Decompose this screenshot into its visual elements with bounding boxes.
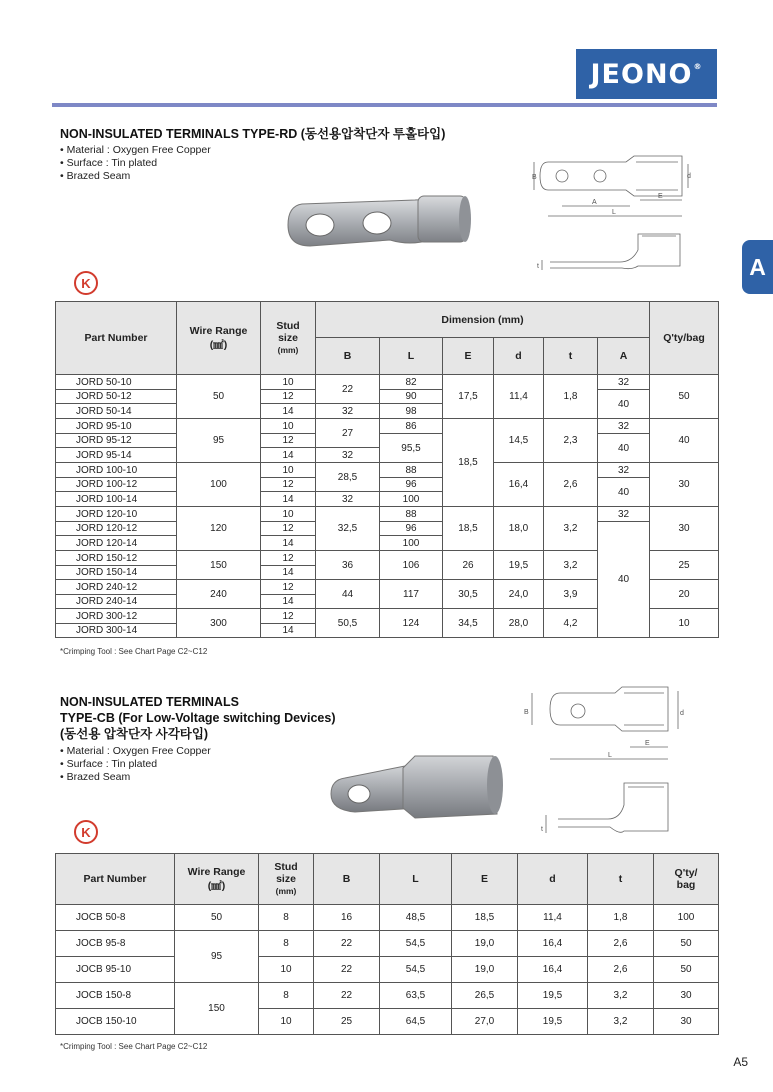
part-number-cell: JOCB 150-10 (56, 1009, 175, 1035)
dim-label-b: B (532, 174, 537, 181)
header-text: (㎟) (207, 879, 226, 892)
section2-title-line3: (동선용 압착단자 사각타입) (60, 727, 209, 741)
header-l: L (380, 338, 443, 375)
header-t: t (544, 338, 598, 375)
header-qty-bag (654, 854, 719, 905)
part-number-cell: JOCB 95-8 (56, 931, 175, 957)
bullet-seam: • Brazed Seam (60, 771, 211, 784)
table-cell: 100 (654, 905, 719, 931)
header-b: B (316, 338, 380, 375)
table-cell: 3,2 (544, 551, 598, 580)
table-cell: 95 (175, 931, 259, 983)
header-b: B (314, 854, 380, 905)
crimping-tool-note: *Crimping Tool : See Chart Page C2~C12 (60, 1042, 208, 1051)
header-text: size (276, 873, 296, 885)
table-cell: 10 (259, 1009, 314, 1035)
header-text: Q'ty/ (674, 867, 698, 879)
table-cell: 22 (314, 983, 380, 1009)
table-cell: 40 (598, 390, 650, 419)
registered-mark: ® (693, 61, 703, 71)
table-row (56, 463, 719, 478)
bullet-material: • Material : Oxygen Free Copper (60, 745, 211, 758)
table-cell: 63,5 (380, 983, 452, 1009)
table-cell: 32 (316, 404, 380, 419)
section2-bullets (60, 745, 211, 784)
part-number-cell: JORD 240-12 (56, 580, 177, 595)
table-cell: 3,2 (544, 507, 598, 551)
table-cell: 14 (261, 566, 316, 580)
table-cell: 124 (380, 609, 443, 638)
dim-label-l: L (612, 209, 616, 216)
table-cell: 14 (261, 404, 316, 419)
header-stud-size (261, 302, 316, 375)
header-wire-range (175, 854, 259, 905)
part-number-cell: JORD 300-12 (56, 609, 177, 624)
table-cell: 48,5 (380, 905, 452, 931)
header-rule (52, 103, 717, 107)
table-row (56, 478, 719, 492)
section2-title-line1: NON-INSULATED TERMINALS (60, 695, 239, 709)
table-row (56, 375, 719, 390)
table-cell: 20 (650, 580, 719, 609)
table-cell: 12 (261, 551, 316, 566)
table-cell: 19,5 (518, 983, 588, 1009)
part-number-cell: JORD 100-10 (56, 463, 177, 478)
table-cell: 26,5 (452, 983, 518, 1009)
table-cell: 32,5 (316, 507, 380, 551)
section1-title: NON-INSULATED TERMINALS TYPE-RD (동선용압착단자 투홀타입) (60, 127, 446, 141)
cb-terminal-photo (325, 748, 510, 828)
table-cell: 95,5 (380, 434, 443, 463)
part-number-cell: JORD 120-14 (56, 536, 177, 551)
table-cell: 50 (175, 905, 259, 931)
table-row (56, 957, 719, 983)
part-number-cell: JORD 95-14 (56, 448, 177, 463)
table-cell: 14 (261, 536, 316, 551)
table-cell: 11,4 (518, 905, 588, 931)
table-cell: 2,6 (588, 931, 654, 957)
bullet-seam: • Brazed Seam (60, 170, 211, 183)
table-cell: 30,5 (443, 580, 494, 609)
table-cell: 120 (177, 507, 261, 551)
table-cell: 25 (650, 551, 719, 580)
header-wire-range (177, 302, 261, 375)
header-part-number: Part Number (56, 854, 175, 905)
table-cell: 88 (380, 507, 443, 522)
table-cell: 150 (177, 551, 261, 580)
table-cell: 19,5 (494, 551, 544, 580)
section-tab[interactable]: A (742, 240, 773, 294)
table-cell: 300 (177, 609, 261, 638)
table-cell: 12 (261, 434, 316, 448)
table-cell: 40 (598, 434, 650, 463)
table-cell: 100 (177, 463, 261, 507)
table-cell: 14 (261, 595, 316, 609)
crimping-tool-note: *Crimping Tool : See Chart Page C2~C12 (60, 647, 208, 656)
table-cell: 3,2 (588, 983, 654, 1009)
table-cell: 3,2 (588, 1009, 654, 1035)
table-cell: 32 (598, 463, 650, 478)
table-cell: 50 (177, 375, 261, 419)
table-cell: 22 (314, 931, 380, 957)
table-cell: 50 (650, 375, 719, 419)
part-number-cell: JORD 300-14 (56, 624, 177, 638)
header-a: A (598, 338, 650, 375)
table-cell: 14 (261, 448, 316, 463)
table-cell: 54,5 (380, 931, 452, 957)
table-cell: 240 (177, 580, 261, 609)
table-cell: 100 (380, 492, 443, 507)
dim-label-d: d (687, 173, 691, 180)
table-cell: 18,5 (452, 905, 518, 931)
table-cell: 30 (654, 1009, 719, 1035)
header-part-number: Part Number (56, 302, 177, 375)
table-cell: 98 (380, 404, 443, 419)
table-cell: 18,5 (443, 419, 494, 507)
part-number-cell: JORD 240-14 (56, 595, 177, 609)
table-cell: 10 (261, 463, 316, 478)
header-text: (mm) (277, 345, 299, 355)
part-number-cell: JOCB 150-8 (56, 983, 175, 1009)
dim-label-t: t (541, 826, 543, 833)
part-number-cell: JORD 95-10 (56, 419, 177, 434)
table-cell: 95 (177, 419, 261, 463)
table-cell: 30 (654, 983, 719, 1009)
brand-logo (576, 49, 717, 99)
part-number-cell: JORD 120-10 (56, 507, 177, 522)
header-text: (㎟) (209, 338, 228, 351)
table-cell: 2,6 (588, 957, 654, 983)
table-cell: 86 (380, 419, 443, 434)
bullet-surface: • Surface : Tin plated (60, 758, 211, 771)
table-cell: 40 (598, 478, 650, 507)
table-cell: 50 (654, 957, 719, 983)
part-number-cell: JORD 100-14 (56, 492, 177, 507)
table-cell: 28,5 (316, 463, 380, 492)
table-cell: 22 (314, 957, 380, 983)
table-row (56, 507, 719, 522)
table-row (56, 931, 719, 957)
table-cell: 24,0 (494, 580, 544, 609)
table-cell: 17,5 (443, 375, 494, 419)
brand-name: JEONO (590, 58, 693, 90)
table-cell: 34,5 (443, 609, 494, 638)
table-cell: 30 (650, 507, 719, 551)
table-cell: 10 (259, 957, 314, 983)
table-cell: 30 (650, 463, 719, 507)
table-cell: 16,4 (494, 463, 544, 507)
table-cell: 64,5 (380, 1009, 452, 1035)
k-certification-icon: K (74, 271, 98, 295)
table-cell: 88 (380, 463, 443, 478)
part-number-cell: JORD 50-14 (56, 404, 177, 419)
k-certification-icon: K (74, 820, 98, 844)
table-cell: 4,2 (544, 609, 598, 638)
table-cell: 1,8 (588, 905, 654, 931)
table-cell: 12 (261, 390, 316, 404)
part-number-cell: JORD 150-14 (56, 566, 177, 580)
table-cell: 54,5 (380, 957, 452, 983)
table-cell: 96 (380, 478, 443, 492)
table-cell: 19,0 (452, 957, 518, 983)
table-cell: 12 (261, 609, 316, 624)
table-cell: 32 (316, 448, 380, 463)
table-cell: 36 (316, 551, 380, 580)
dim-label-e: E (658, 193, 663, 200)
dim-label-l: L (608, 752, 612, 759)
section2-title (60, 694, 336, 742)
table-cell: 16,4 (518, 957, 588, 983)
page-number: A5 (733, 1055, 748, 1069)
part-number-cell: JORD 150-12 (56, 551, 177, 566)
table-cell: 8 (259, 931, 314, 957)
table-cell: 27 (316, 419, 380, 448)
dim-label-t: t (537, 263, 539, 270)
header-text: size (278, 332, 298, 344)
table-cell: 11,4 (494, 375, 544, 419)
header-text: Wire Range (187, 865, 246, 878)
table-cell: 26 (443, 551, 494, 580)
rd-terminal-photo (280, 190, 480, 260)
dim-label-a: A (592, 199, 597, 206)
header-d: d (518, 854, 588, 905)
table-cell: 40 (650, 419, 719, 463)
table-cell: 32 (598, 375, 650, 390)
header-e: E (443, 338, 494, 375)
rd-spec-table (55, 301, 719, 638)
part-number-cell: JORD 50-10 (56, 375, 177, 390)
table-cell: 19,5 (518, 1009, 588, 1035)
dim-label-e: E (645, 740, 650, 747)
table-cell: 50,5 (316, 609, 380, 638)
dim-label-d: d (680, 710, 684, 717)
header-dimension: Dimension (mm) (316, 302, 650, 338)
part-number-cell: JORD 50-12 (56, 390, 177, 404)
table-row (56, 434, 719, 448)
section2-title-line2: TYPE-CB (For Low-Voltage switching Devices) (60, 711, 336, 725)
part-number-cell: JOCB 95-10 (56, 957, 175, 983)
rd-dimension-drawing (530, 148, 695, 278)
header-text: Stud (274, 861, 298, 873)
table-row (56, 419, 719, 434)
table-cell: 32 (316, 492, 380, 507)
part-number-cell: JOCB 50-8 (56, 905, 175, 931)
header-text: bag (676, 879, 696, 891)
table-cell: 50 (654, 931, 719, 957)
table-cell: 14 (261, 492, 316, 507)
table-cell: 117 (380, 580, 443, 609)
table-cell: 1,8 (544, 375, 598, 419)
table-cell: 16 (314, 905, 380, 931)
table-cell: 12 (261, 478, 316, 492)
table-cell: 8 (259, 983, 314, 1009)
table-cell: 100 (380, 536, 443, 551)
table-cell: 27,0 (452, 1009, 518, 1035)
table-cell: 10 (650, 609, 719, 638)
table-row (56, 390, 719, 404)
dim-label-b: B (524, 709, 529, 716)
header-l: L (380, 854, 452, 905)
header-text: Wire Range (189, 324, 248, 337)
header-qty-bag: Q'ty/bag (650, 302, 719, 375)
table-row (56, 1009, 719, 1035)
part-number-cell: JORD 120-12 (56, 522, 177, 536)
header-text: Stud (276, 320, 300, 332)
table-cell: 28,0 (494, 609, 544, 638)
table-cell: 18,5 (443, 507, 494, 551)
table-cell: 106 (380, 551, 443, 580)
header-stud-size (259, 854, 314, 905)
header-text: (mm) (275, 886, 297, 896)
section1-bullets (60, 144, 211, 183)
header-t: t (588, 854, 654, 905)
bullet-surface: • Surface : Tin plated (60, 157, 211, 170)
table-cell: 96 (380, 522, 443, 536)
header-d: d (494, 338, 544, 375)
table-cell: 18,0 (494, 507, 544, 551)
table-cell: 3,9 (544, 580, 598, 609)
cb-dimension-drawing (520, 685, 695, 840)
header-e: E (452, 854, 518, 905)
table-cell: 8 (259, 905, 314, 931)
table-cell: 10 (261, 419, 316, 434)
bullet-material: • Material : Oxygen Free Copper (60, 144, 211, 157)
table-cell: 10 (261, 375, 316, 390)
table-cell: 32 (598, 419, 650, 434)
table-cell: 2,6 (544, 463, 598, 507)
table-row (56, 905, 719, 931)
table-cell: 10 (261, 507, 316, 522)
table-cell: 90 (380, 390, 443, 404)
table-cell: 82 (380, 375, 443, 390)
table-cell: 2,3 (544, 419, 598, 463)
table-cell: 150 (175, 983, 259, 1035)
table-cell: 14 (261, 624, 316, 638)
table-cell: 25 (314, 1009, 380, 1035)
part-number-cell: JORD 95-12 (56, 434, 177, 448)
cb-spec-table (55, 853, 719, 1035)
table-cell: 32 (598, 507, 650, 522)
table-cell: 12 (261, 580, 316, 595)
table-cell: 16,4 (518, 931, 588, 957)
table-cell: 14,5 (494, 419, 544, 463)
table-cell: 40 (598, 522, 650, 638)
table-cell: 44 (316, 580, 380, 609)
table-cell: 12 (261, 522, 316, 536)
table-row (56, 522, 719, 536)
table-row (56, 983, 719, 1009)
table-cell: 19,0 (452, 931, 518, 957)
table-cell: 22 (316, 375, 380, 404)
part-number-cell: JORD 100-12 (56, 478, 177, 492)
